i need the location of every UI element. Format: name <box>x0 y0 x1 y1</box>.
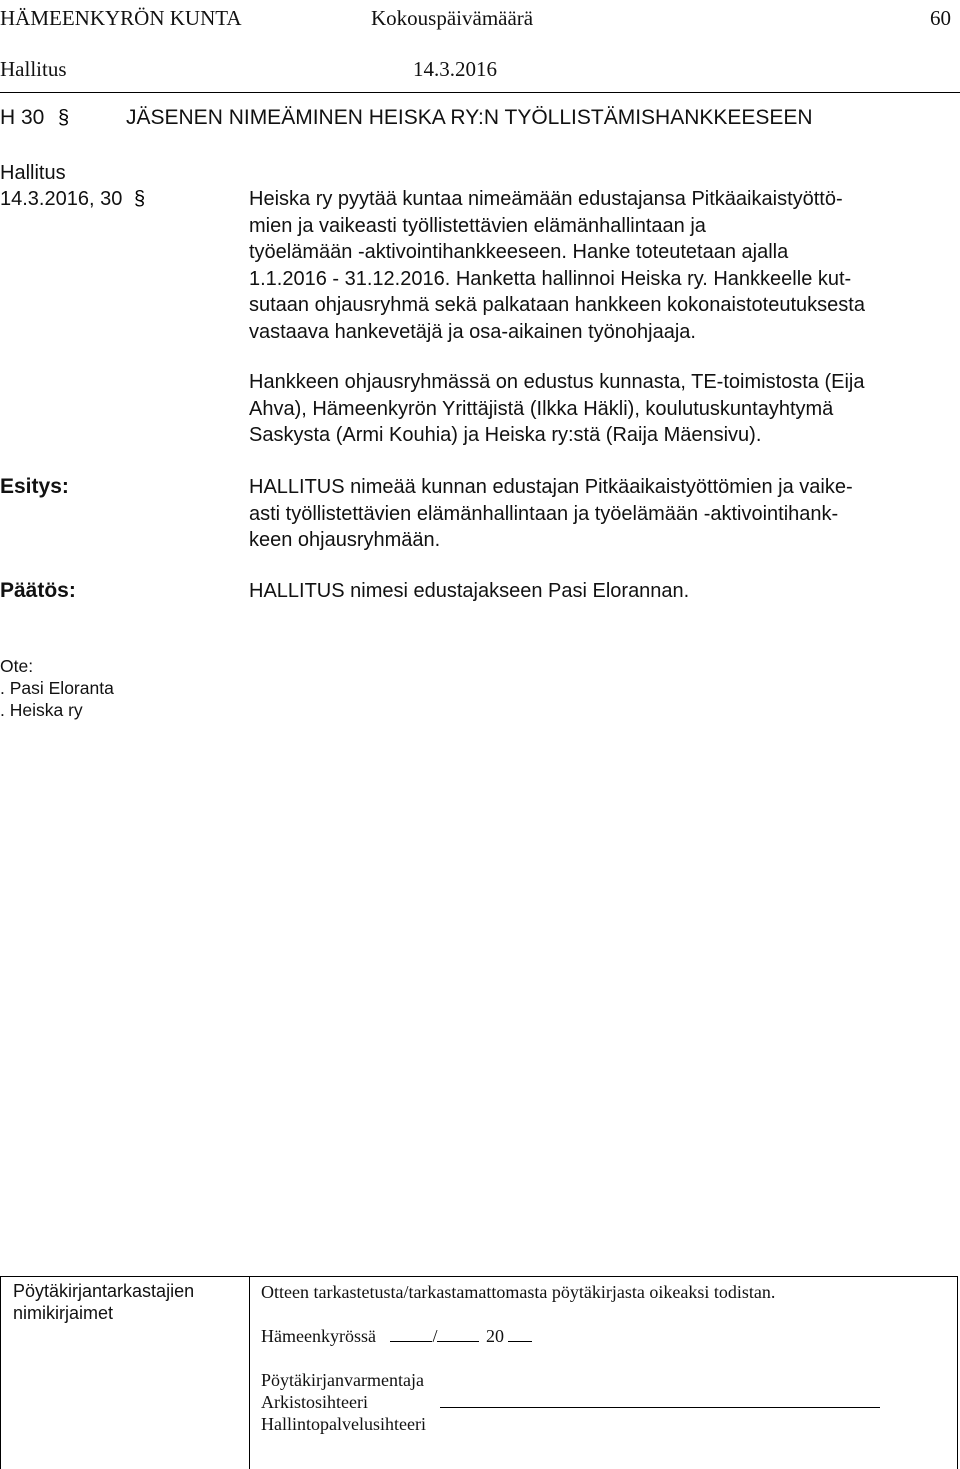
governing-body: Hallitus <box>0 57 67 81</box>
initials-label-line1: Pöytäkirjantarkastajien <box>13 1281 195 1301</box>
proposal-label: Esitys: <box>0 475 69 498</box>
certification-box <box>250 1276 958 1469</box>
signer-title-2: Arkistosihteeri <box>261 1392 368 1412</box>
proposal-text: HALLITUS nimeää kunnan edustajan Pitkäaikaistyöttömien ja vaike- asti työllistettävien elämänhallintaan ja työelämään -aktivointihank- keen ohjausryhmään. <box>249 476 853 552</box>
certification-place-date <box>261 1325 532 1347</box>
extract-recipient: . Pasi Eloranta <box>0 678 114 698</box>
meeting-date: 14.3.2016 <box>413 57 497 81</box>
date-separator: / <box>432 1326 438 1346</box>
year-blank <box>508 1325 532 1342</box>
header-rule <box>0 92 960 93</box>
extract-recipient: . Heiska ry <box>0 700 83 720</box>
extract-label: Ote: <box>0 656 34 676</box>
svg-text:§: § <box>133 188 146 209</box>
signer-title-3: Hallintopalvelusihteeri <box>261 1414 426 1434</box>
paragraph-steering-group: Hankkeen ohjausryhmässä on edustus kunnasta, TE-toimistosta (Eija Ahva), Hämeenkyrön Yrittäjistä (Ilkka Häkli), koulutuskuntayhtymä Saskysta (Armi Kouhia) ja Heiska ry:stä (Raija Mäensivu). <box>249 371 865 447</box>
item-code: H 30 § <box>0 106 70 129</box>
signer-title-1: Pöytäkirjanvarmentaja <box>261 1370 424 1390</box>
ref-date: 14.3.2016, 30 § <box>0 188 146 210</box>
decision-label: Päätös: <box>0 579 76 602</box>
item-title: JÄSENEN NIMEÄMINEN HEISKA RY:N TYÖLLISTÄMISHANKKEESEEN <box>126 106 813 129</box>
initials-label-line2: nimikirjaimet <box>13 1303 114 1323</box>
day-blank <box>390 1325 432 1342</box>
initials-box <box>0 1276 250 1469</box>
section-sign-icon <box>134 187 146 209</box>
org-name: HÄMEENKYRÖN KUNTA <box>0 6 242 30</box>
signature-line <box>440 1407 880 1408</box>
place-name: Hämeenkyrössä <box>261 1326 376 1346</box>
section-sign-icon <box>58 106 70 128</box>
meeting-date-label: Kokouspäivämäärä <box>371 6 534 30</box>
ref-body: Hallitus <box>0 162 66 184</box>
page-number: 60 <box>930 6 951 30</box>
paragraph-background: Heiska ry pyytää kuntaa nimeämään edustajansa Pitkäaikaistyöttö- mien ja vaikeasti työllistettävien elämänhallintaan ja työelämään -aktivointihankkeeseen. Hanke toteutetaan ajalla 1.1.2016 - 31.12.2016. Hanketta hallinnoi Heiska ry. Hankkeelle kut- sutaan ohjausryhmä sekä palkataan hankkeen kokonaistoteutuksesta vastaava hankevetäjä ja osa-aikainen työnohjaaja. <box>249 188 865 343</box>
svg-text:§: § <box>58 107 70 128</box>
year-prefix: 20 <box>485 1326 504 1346</box>
decision-text: HALLITUS nimesi edustajakseen Pasi Elorannan. <box>249 580 690 602</box>
certification-text: Otteen tarkastetusta/tarkastamattomasta pöytäkirjasta oikeaksi todistan. <box>261 1282 776 1302</box>
month-blank <box>437 1325 479 1342</box>
footer <box>0 1276 960 1469</box>
